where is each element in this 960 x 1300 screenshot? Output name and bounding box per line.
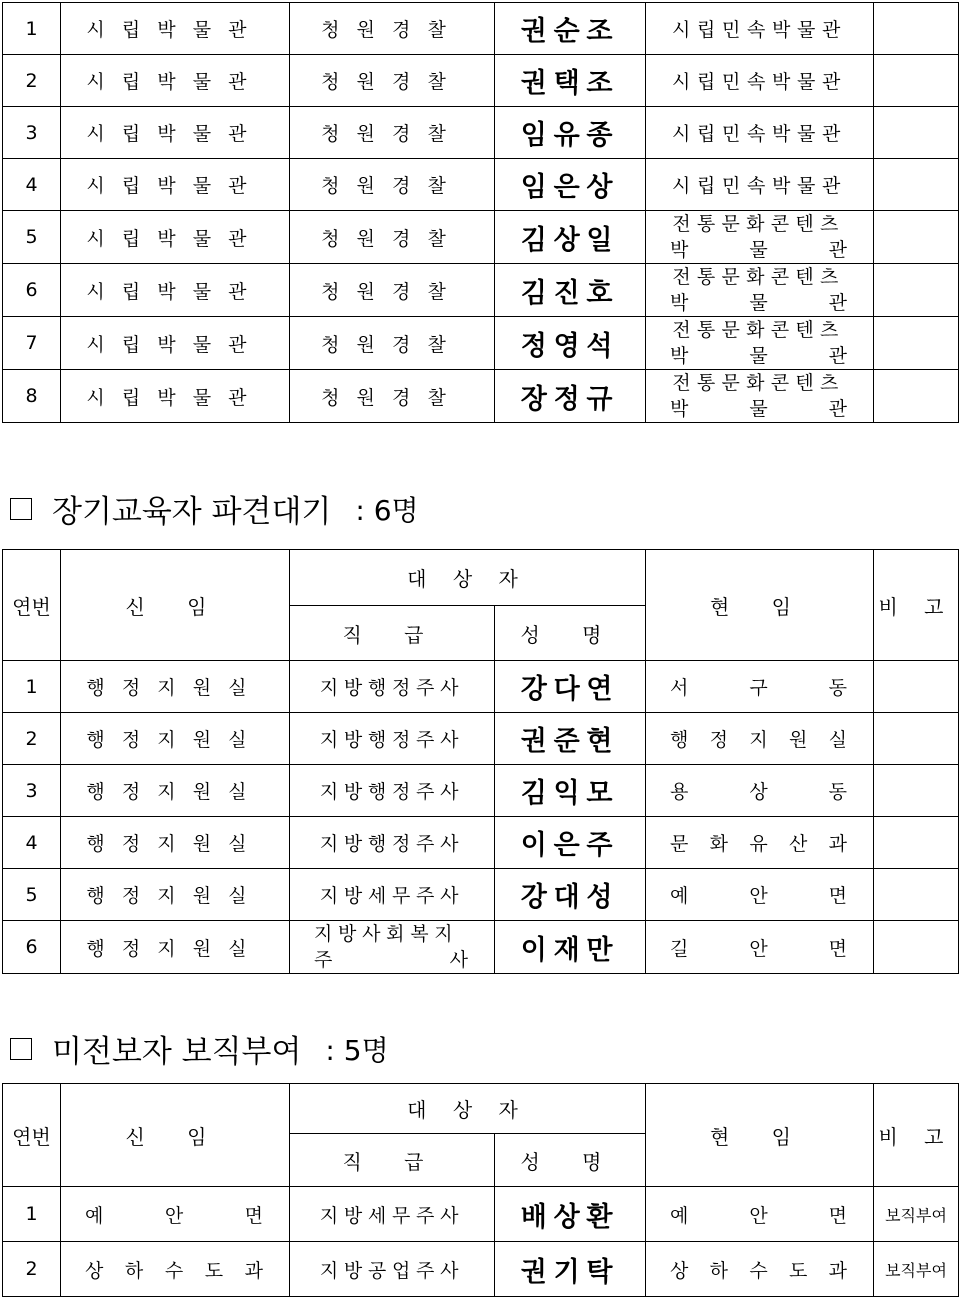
note (874, 107, 959, 159)
rank: 청원경찰 (290, 264, 495, 317)
current-post (646, 1187, 874, 1242)
char: 박 (670, 292, 689, 314)
person-name: 강대성 (495, 869, 646, 921)
note (874, 55, 959, 107)
char: 상 (670, 1259, 689, 1282)
current-post (646, 661, 874, 713)
table-long-training (2, 549, 959, 974)
row-number: 2 (3, 55, 61, 107)
rank: 지방행정주사 (290, 713, 495, 765)
char: 문 (670, 833, 689, 855)
rank: 지방행정주사 (290, 817, 495, 869)
note (874, 869, 959, 921)
char: 예 (670, 885, 689, 907)
note: 보직부여 (874, 1187, 959, 1242)
header-target: 대 상 자 (290, 1084, 646, 1134)
row-number: 1 (3, 1187, 61, 1242)
table-row (3, 765, 959, 817)
char: 동 (828, 781, 847, 803)
char: 도 (788, 1259, 808, 1282)
spread-text (646, 673, 873, 700)
char: 박 (670, 345, 689, 367)
row-number: 4 (3, 159, 61, 211)
row-number: 2 (3, 1242, 61, 1297)
char: 길 (670, 937, 689, 960)
char: 면 (828, 1204, 847, 1227)
current-post: 시립민속박물관 (646, 55, 874, 107)
rank: 청원경찰 (290, 370, 495, 423)
char: 관 (828, 239, 847, 261)
row-number: 1 (3, 3, 61, 55)
char: 용 (670, 781, 689, 803)
header-rank: 직 급 (290, 1134, 495, 1187)
header-current: 현 임 (646, 550, 874, 661)
new-post: 행정지원실 (61, 661, 290, 713)
table-row (3, 1242, 959, 1297)
section-title: 장기교육자 파견대기 (52, 494, 332, 530)
char: 수 (749, 1259, 768, 1282)
rank: 지방행정주사 (290, 661, 495, 713)
row-number: 3 (3, 107, 61, 159)
table-row (3, 55, 959, 107)
header-rank: 직 급 (290, 606, 495, 661)
spread-text (646, 1256, 873, 1283)
rank: 지방행정주사 (290, 765, 495, 817)
current-post-line2 (646, 290, 873, 316)
person-name: 임유종 (495, 107, 646, 159)
current-post-line2 (646, 343, 873, 369)
header-name: 성 명 (495, 1134, 646, 1187)
char: 상 (85, 1259, 104, 1282)
current-post-line2 (646, 396, 873, 422)
rank-line1: 지방사회복지 (314, 923, 459, 945)
table-row (3, 1187, 959, 1242)
new-post: 시립박물관 (61, 3, 290, 55)
current-post (646, 921, 874, 974)
current-post (646, 817, 874, 869)
char: 행 (670, 729, 689, 751)
row-number: 3 (3, 765, 61, 817)
row-number: 4 (3, 817, 61, 869)
current-post (646, 1242, 874, 1297)
char: 상 (749, 781, 768, 803)
new-post: 행정지원실 (61, 817, 290, 869)
section-heading-unassigned (10, 1026, 389, 1071)
new-post: 시립박물관 (61, 107, 290, 159)
current-post-line1: 전통문화콘텐츠 (672, 319, 845, 341)
table-row (3, 817, 959, 869)
char: 물 (749, 398, 768, 420)
section-title: 미전보자 보직부여 (52, 1034, 302, 1070)
char: 동 (828, 677, 847, 699)
header-name: 성 명 (495, 606, 646, 661)
char: 구 (749, 677, 768, 699)
table-row (3, 869, 959, 921)
rank: 청원경찰 (290, 107, 495, 159)
table-row (3, 211, 959, 264)
char: 물 (749, 345, 768, 367)
row-number: 2 (3, 713, 61, 765)
char: 하 (709, 1259, 729, 1282)
row-number: 7 (3, 317, 61, 370)
char: 주 (314, 949, 333, 971)
header-note: 비 고 (874, 1084, 959, 1187)
new-post (61, 1187, 290, 1242)
table-row (3, 159, 959, 211)
header-no: 연번 (3, 550, 61, 661)
rank (290, 921, 495, 974)
table-row (3, 107, 959, 159)
new-post: 행정지원실 (61, 869, 290, 921)
person-name: 권준현 (495, 713, 646, 765)
table-row (3, 3, 959, 55)
current-post: 시립민속박물관 (646, 3, 874, 55)
new-post: 시립박물관 (61, 370, 290, 423)
note (874, 3, 959, 55)
person-name: 강다연 (495, 661, 646, 713)
note (874, 765, 959, 817)
new-post: 시립박물관 (61, 317, 290, 370)
current-post (646, 317, 874, 370)
current-post: 시립민속박물관 (646, 107, 874, 159)
rank: 지방세무주사 (290, 1187, 495, 1242)
char: 면 (244, 1204, 263, 1227)
rank: 청원경찰 (290, 317, 495, 370)
char: 안 (749, 885, 768, 907)
current-post-line1: 전통문화콘텐츠 (672, 372, 845, 394)
row-number: 5 (3, 869, 61, 921)
note (874, 159, 959, 211)
section-count: : 6명 (355, 493, 419, 527)
table-row (3, 921, 959, 974)
note (874, 370, 959, 423)
char: 유 (749, 833, 768, 855)
row-number: 1 (3, 661, 61, 713)
char: 예 (85, 1204, 104, 1227)
rank: 청원경찰 (290, 159, 495, 211)
spread-text (61, 1256, 289, 1283)
char: 정 (709, 729, 729, 751)
char: 박 (670, 398, 689, 420)
person-name: 임은상 (495, 159, 646, 211)
person-name: 권택조 (495, 55, 646, 107)
note (874, 211, 959, 264)
note: 보직부여 (874, 1242, 959, 1297)
person-name: 김상일 (495, 211, 646, 264)
char: 원 (788, 729, 808, 751)
note (874, 661, 959, 713)
person-name: 장정규 (495, 370, 646, 423)
current-post (646, 264, 874, 317)
table-row (3, 713, 959, 765)
current-post (646, 713, 874, 765)
char: 면 (828, 885, 847, 907)
new-post: 시립박물관 (61, 264, 290, 317)
rank: 청원경찰 (290, 211, 495, 264)
note (874, 713, 959, 765)
char: 하 (124, 1259, 144, 1282)
spread-text (646, 881, 873, 908)
header-note: 비 고 (874, 550, 959, 661)
person-name: 권순조 (495, 3, 646, 55)
current-post (646, 370, 874, 423)
new-post: 행정지원실 (61, 921, 290, 974)
current-post: 시립민속박물관 (646, 159, 874, 211)
char: 실 (828, 729, 847, 751)
char: 안 (164, 1204, 184, 1227)
note (874, 317, 959, 370)
rank: 청원경찰 (290, 3, 495, 55)
table-row (3, 370, 959, 423)
row-number: 5 (3, 211, 61, 264)
new-post: 행정지원실 (61, 713, 290, 765)
new-post (61, 1242, 290, 1297)
note (874, 264, 959, 317)
char: 면 (828, 937, 847, 960)
spread-text (61, 1201, 289, 1228)
rank-line2 (290, 947, 494, 973)
char: 관 (828, 345, 847, 367)
person-name: 배상환 (495, 1187, 646, 1242)
char: 화 (709, 833, 729, 855)
spread-text (646, 725, 873, 752)
row-number: 6 (3, 921, 61, 974)
char: 안 (749, 937, 768, 960)
current-post-line1: 전통문화콘텐츠 (672, 213, 845, 235)
section-count: : 5명 (325, 1033, 389, 1067)
table-row (3, 661, 959, 713)
current-post (646, 869, 874, 921)
table-unassigned (2, 1083, 959, 1297)
char: 물 (749, 239, 768, 261)
char: 도 (204, 1259, 224, 1282)
section-heading-long-training (10, 486, 419, 531)
current-post (646, 211, 874, 264)
row-number: 8 (3, 370, 61, 423)
current-post-line1: 전통문화콘텐츠 (672, 266, 845, 288)
char: 수 (164, 1259, 184, 1282)
note (874, 921, 959, 974)
spread-text (646, 829, 873, 856)
rank: 지방공업주사 (290, 1242, 495, 1297)
checkbox-square-icon (10, 498, 32, 520)
char: 안 (749, 1204, 768, 1227)
spread-text (646, 1201, 873, 1228)
person-name: 권기탁 (495, 1242, 646, 1297)
new-post: 시립박물관 (61, 55, 290, 107)
checkbox-square-icon (10, 1038, 32, 1060)
char: 관 (828, 292, 847, 314)
char: 과 (244, 1259, 263, 1282)
rank: 청원경찰 (290, 55, 495, 107)
char: 지 (749, 729, 768, 751)
person-name: 김익모 (495, 765, 646, 817)
table-row (3, 317, 959, 370)
new-post: 시립박물관 (61, 211, 290, 264)
char: 산 (788, 833, 808, 855)
header-new: 신 임 (61, 550, 290, 661)
header-no: 연번 (3, 1084, 61, 1187)
header-new: 신 임 (61, 1084, 290, 1187)
table-museum (2, 2, 959, 423)
char: 과 (828, 833, 847, 855)
header-current: 현 임 (646, 1084, 874, 1187)
table-row (3, 264, 959, 317)
char: 관 (828, 398, 847, 420)
rank: 지방세무주사 (290, 869, 495, 921)
header-target: 대 상 자 (290, 550, 646, 606)
person-name: 이은주 (495, 817, 646, 869)
row-number: 6 (3, 264, 61, 317)
char: 과 (828, 1259, 847, 1282)
char: 사 (449, 949, 468, 971)
current-post-line2 (646, 237, 873, 263)
new-post: 시립박물관 (61, 159, 290, 211)
new-post: 행정지원실 (61, 765, 290, 817)
person-name: 김진호 (495, 264, 646, 317)
char: 물 (749, 292, 768, 314)
spread-text (646, 777, 873, 804)
current-post (646, 765, 874, 817)
char: 박 (670, 239, 689, 261)
note (874, 817, 959, 869)
char: 서 (670, 677, 689, 699)
person-name: 이재만 (495, 921, 646, 974)
spread-text (646, 934, 873, 961)
char: 예 (670, 1204, 689, 1227)
person-name: 정영석 (495, 317, 646, 370)
